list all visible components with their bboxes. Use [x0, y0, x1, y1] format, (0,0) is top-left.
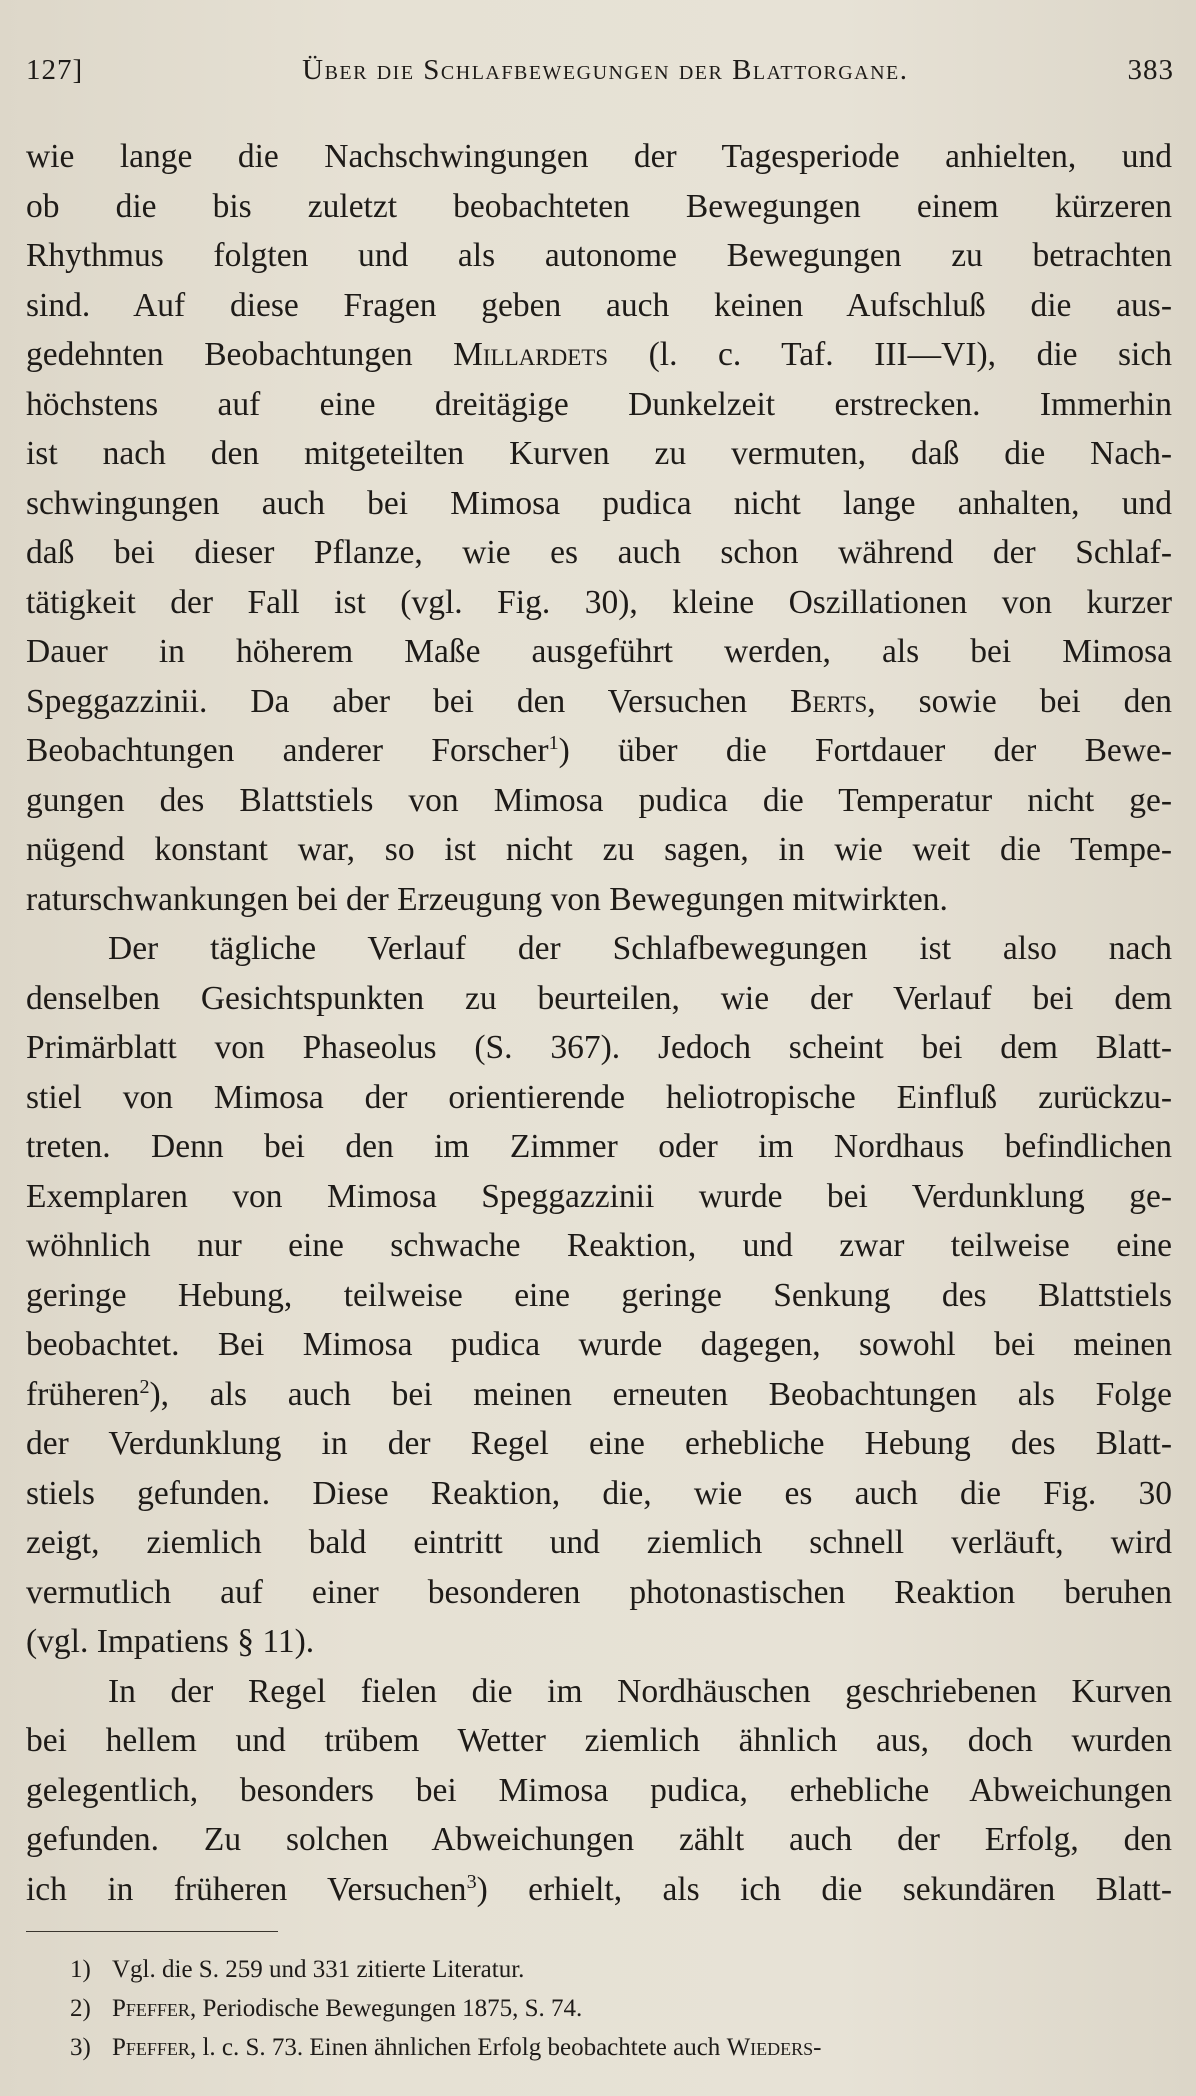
- running-head-left: 127]: [26, 54, 84, 86]
- footnote-ref: 3: [466, 1870, 477, 1893]
- text-run: ich in früheren Versuchen: [26, 1870, 467, 1908]
- text-line: gelegentlich, besonders bei Mimosa pudica, erhebliche Abweichungen: [26, 1771, 1172, 1809]
- text-line: Primärblatt von Phaseolus (S. 367). Jedoch scheint bei dem Blatt-: [26, 1029, 1172, 1066]
- footnote: [70, 1950, 1170, 1989]
- footnote: [70, 1989, 1170, 2028]
- text-line: [26, 330, 1172, 380]
- footnote-text: , Periodische Bewegungen 1875, S. 74.: [189, 1995, 583, 2022]
- footnote-ref: 2: [139, 1375, 150, 1398]
- text-line: tätigkeit der Fall ist (vgl. Fig. 30), kleine Oszillationen von kurzer: [26, 583, 1172, 621]
- text-line: stiel von Mimosa der orientierende heliotropische Einfluß zurückzu-: [26, 1078, 1172, 1116]
- text-line: höchstens auf eine dreitägige Dunkelzeit erstrecken. Immerhin: [26, 385, 1172, 423]
- text-run: früheren: [26, 1375, 140, 1413]
- text-line: In der Regel fielen die im Nordhäuschen geschriebenen Kurven: [108, 1672, 1172, 1710]
- author-name: Pfeffer: [112, 2034, 190, 2061]
- text-run: gedehnten Beobachtungen: [26, 336, 454, 373]
- text-line: nügend konstant war, so ist nicht zu sagen, in wie weit die Tempe-: [26, 831, 1172, 868]
- footnote-ref: 1: [548, 731, 559, 754]
- text-line: (vgl. Impatiens § 11).: [26, 1623, 315, 1660]
- text-line: gungen des Blattstiels von Mimosa pudica die Temperatur nicht ge-: [26, 781, 1172, 819]
- text-line: schwingungen auch bei Mimosa pudica nicht lange anhalten, und: [26, 484, 1172, 522]
- text-run: Beobachtungen anderer Forscher: [26, 732, 549, 769]
- text-line: ist nach den mitgeteilten Kurven zu vermuten, daß die Nach-: [26, 435, 1172, 472]
- text-run: ) über die Fortdauer der Bewe-: [558, 732, 1172, 769]
- text-line: wie lange die Nachschwingungen der Tagesperiode anhielten, und: [26, 138, 1172, 175]
- text-line: beobachtet. Bei Mimosa pudica wurde dagegen, sowohl bei meinen: [26, 1326, 1172, 1363]
- text-line: denselben Gesichtspunkten zu beurteilen, wie der Verlauf bei dem: [26, 979, 1172, 1017]
- text-line: Der tägliche Verlauf der Schlafbewegungen ist also nach: [108, 930, 1172, 967]
- author-name: Berts: [790, 682, 868, 720]
- text-line: zeigt, ziemlich bald eintritt und ziemlich schnell verläuft, wird: [26, 1524, 1172, 1561]
- text-line: [26, 1865, 1172, 1915]
- text-line: Rhythmus folgten und als autonome Bewegungen zu betrachten: [26, 237, 1172, 274]
- text-line: bei hellem und trübem Wetter ziemlich ähnlich aus, doch wurden: [26, 1722, 1172, 1759]
- text-run: ) erhielt, als ich die sekundären Blatt-: [476, 1870, 1172, 1908]
- footnote-number: 2): [70, 1995, 91, 2022]
- text-line: [26, 726, 1172, 776]
- text-line: Dauer in höherem Maße ausgeführt werden, als bei Mimosa: [26, 633, 1172, 670]
- body-text: [26, 132, 1172, 1914]
- text-line: geringe Hebung, teilweise eine geringe Senkung des Blattstiels: [26, 1276, 1172, 1314]
- text-line: [26, 677, 1172, 727]
- text-line: der Verdunklung in der Regel eine erhebliche Hebung des Blatt-: [26, 1425, 1172, 1462]
- author-name: Pfeffer: [112, 1995, 190, 2022]
- footnote-number: 3): [70, 2034, 91, 2061]
- footnote-number: 1): [70, 1956, 91, 1983]
- footnotes: [70, 1950, 1170, 2067]
- text-line: wöhnlich nur eine schwache Reaktion, und zwar teilweise eine: [26, 1227, 1172, 1264]
- text-line: [26, 1370, 1172, 1420]
- text-line: stiels gefunden. Diese Reaktion, die, wie es auch die Fig. 30: [26, 1474, 1172, 1512]
- footnote-text: Vgl. die S. 259 und 331 zitierte Literatur.: [112, 1956, 525, 1983]
- text-line: Exemplaren von Mimosa Speggazzinii wurde bei Verdunklung ge-: [26, 1177, 1172, 1215]
- text-run: , sowie bei den: [867, 682, 1173, 720]
- text-line: treten. Denn bei den im Zimmer oder im Nordhaus befindlichen: [26, 1128, 1172, 1165]
- text-line: sind. Auf diese Fragen geben auch keinen Aufschluß die aus-: [26, 286, 1172, 324]
- running-head-title: Über die Schlafbewegungen der Blattorgane.: [302, 54, 909, 86]
- text-line: vermutlich auf einer besonderen photonastischen Reaktion beruhen: [26, 1573, 1172, 1611]
- footnote: [70, 2028, 1170, 2067]
- text-line: raturschwankungen bei der Erzeugung von Bewegungen mitwirkten.: [26, 880, 948, 918]
- footnote-text: , l. c. S. 73. Einen ähnlichen Erfolg beobachtete auch: [189, 2034, 727, 2061]
- author-name: Millardets: [453, 336, 609, 373]
- author-name: Wieders-: [726, 2034, 822, 2061]
- text-line: gefunden. Zu solchen Abweichungen zählt auch der Erfolg, den: [26, 1821, 1172, 1858]
- page-number: 383: [1127, 54, 1174, 86]
- text-run: (l. c. Taf. III—VI), die sich: [608, 336, 1172, 373]
- running-head: [26, 54, 1174, 94]
- footnote-rule: [26, 1931, 278, 1932]
- text-line: daß bei dieser Pflanze, wie es auch schon während der Schlaf-: [26, 534, 1172, 571]
- text-run: ), als auch bei meinen erneuten Beobachtungen als Folge: [149, 1375, 1172, 1413]
- text-line: ob die bis zuletzt beobachteten Bewegungen einem kürzeren: [26, 187, 1172, 225]
- text-run: Speggazzinii. Da aber bei den Versuchen: [26, 682, 791, 720]
